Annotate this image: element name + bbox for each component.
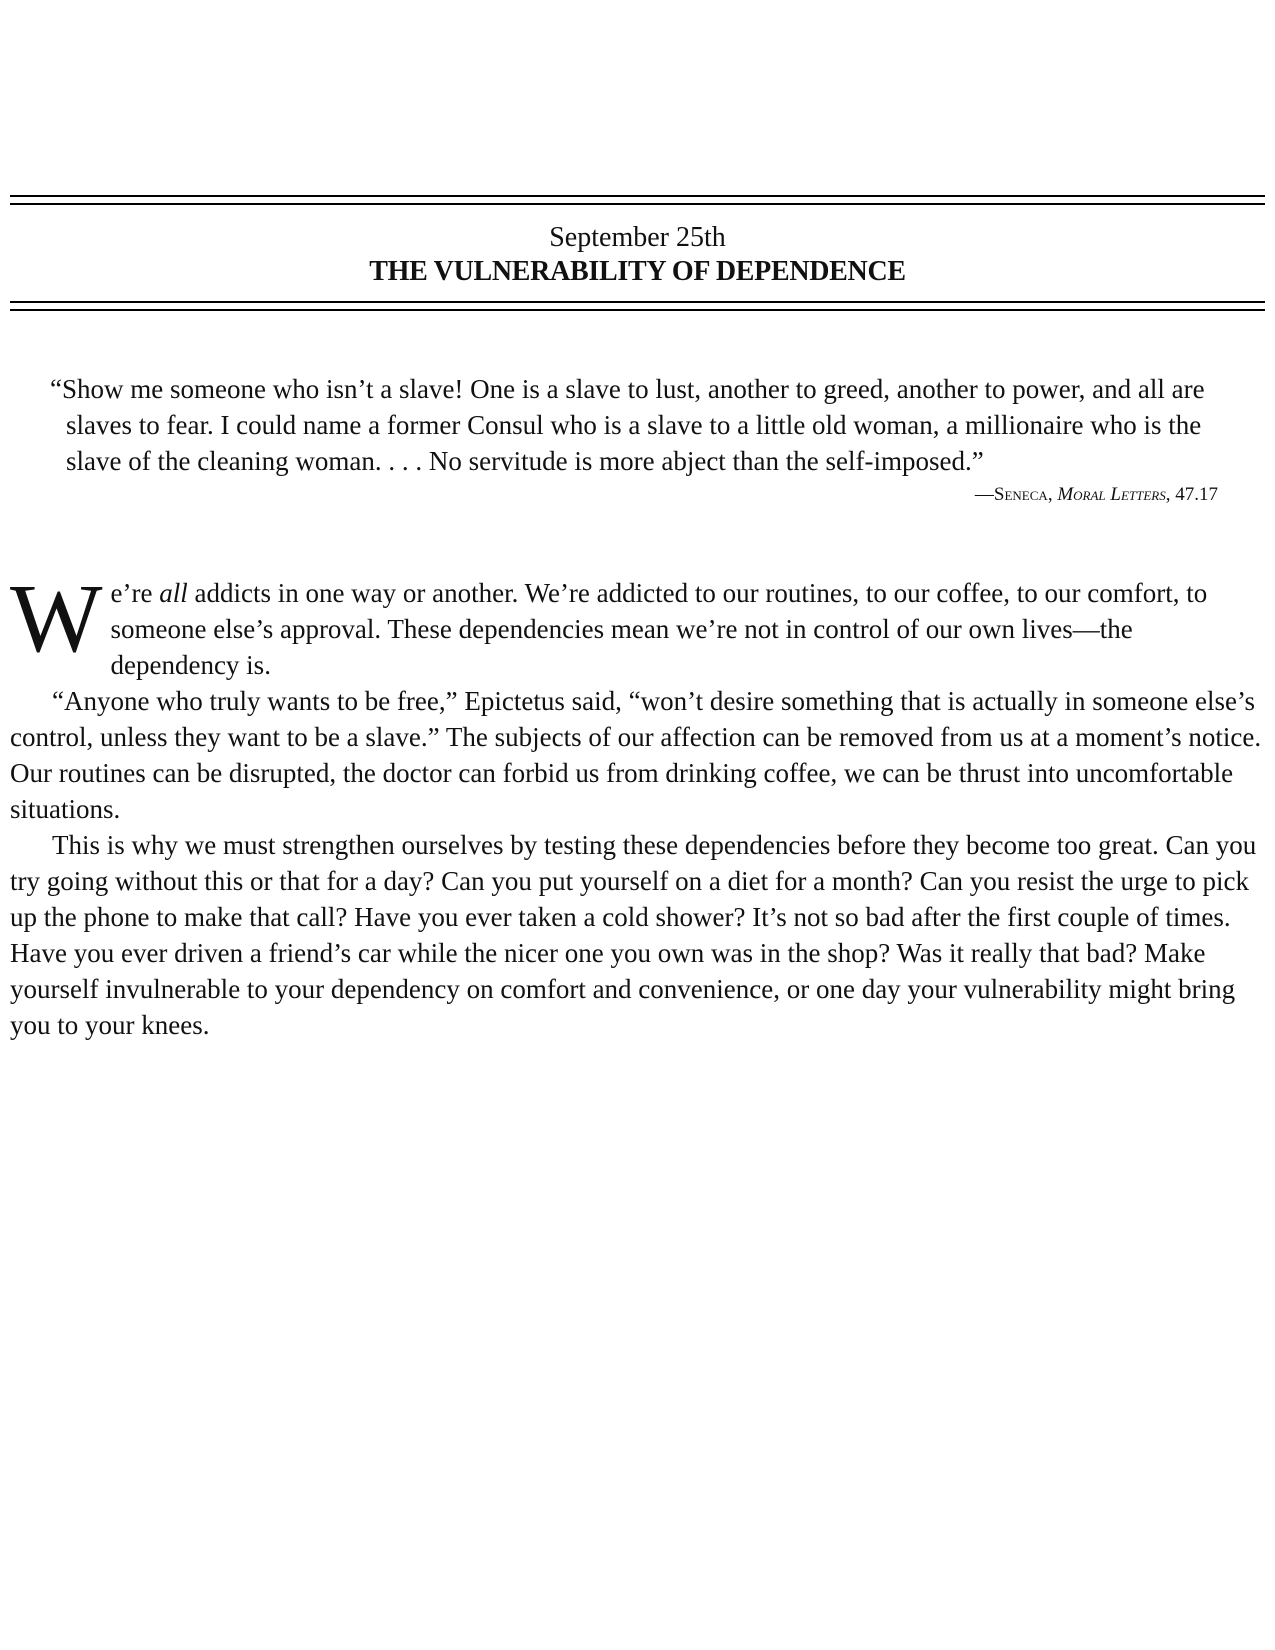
entry-date: September 25th bbox=[549, 222, 726, 253]
attribution-reference: , 47.17 bbox=[1165, 484, 1218, 505]
paragraph-3: This is why we must strengthen ourselves by testing these dependencies before they become too great. Can you try going without this or that for a day? Can you put yourself on a diet for a month? Can you resist the urge to pick up the phone to make that call? Have you ever taken a cold shower? It’s not so bad after the first couple of times. Have you ever driven a friend’s car while the nicer one you own was in the shop? Was it really that bad? Make yourself invulnerable to your dependency on comfort and convenience, or one day your vulnerability might bring you to your knees. bbox=[10, 830, 1257, 1040]
epigraph-quote: “Show me someone who isn’t a slave! One is a slave to lust, another to greed, another to power, and all are slaves to fear. I could name a former Consul who is a slave to a little old woman, a millionaire who is the slave of the cleaning woman. . . . No servitude is more abject than the self-imposed.” bbox=[50, 374, 1205, 476]
attribution-separator: , bbox=[1047, 484, 1058, 505]
entry-header bbox=[10, 195, 1265, 311]
attribution-author: Seneca bbox=[993, 484, 1048, 505]
drop-cap: W bbox=[10, 565, 103, 673]
paragraph-1-emphasis: all bbox=[159, 578, 188, 608]
epigraph-attribution bbox=[50, 481, 1220, 509]
paragraph-1-lead: e’re bbox=[110, 578, 160, 608]
top-double-rule bbox=[10, 195, 1265, 205]
bottom-double-rule bbox=[10, 301, 1265, 311]
paragraph-2: “Anyone who truly wants to be free,” Epictetus said, “won’t desire something that is actually in someone else’s control, unless they want to be a slave.” The subjects of our affection can be removed from us at a moment’s notice. Our routines can be disrupted, the doctor can forbid us from drinking coffee, we can be thrust into uncomfortable situations. bbox=[10, 686, 1262, 824]
attribution-work: Moral Letters bbox=[1057, 484, 1166, 505]
attribution-dash: — bbox=[974, 484, 994, 505]
paragraph-1-rest: addicts in one way or another. We’re addicted to our routines, to our coffee, to our comfort, to someone else’s approval. These dependencies mean we’re not in control of our own lives—the dependency is. bbox=[110, 578, 1208, 680]
body-text bbox=[10, 565, 1265, 1043]
epigraph bbox=[50, 371, 1220, 509]
entry-title: THE VULNERABILITY OF DEPENDENCE bbox=[369, 256, 906, 287]
paragraph-1 bbox=[10, 565, 1265, 683]
